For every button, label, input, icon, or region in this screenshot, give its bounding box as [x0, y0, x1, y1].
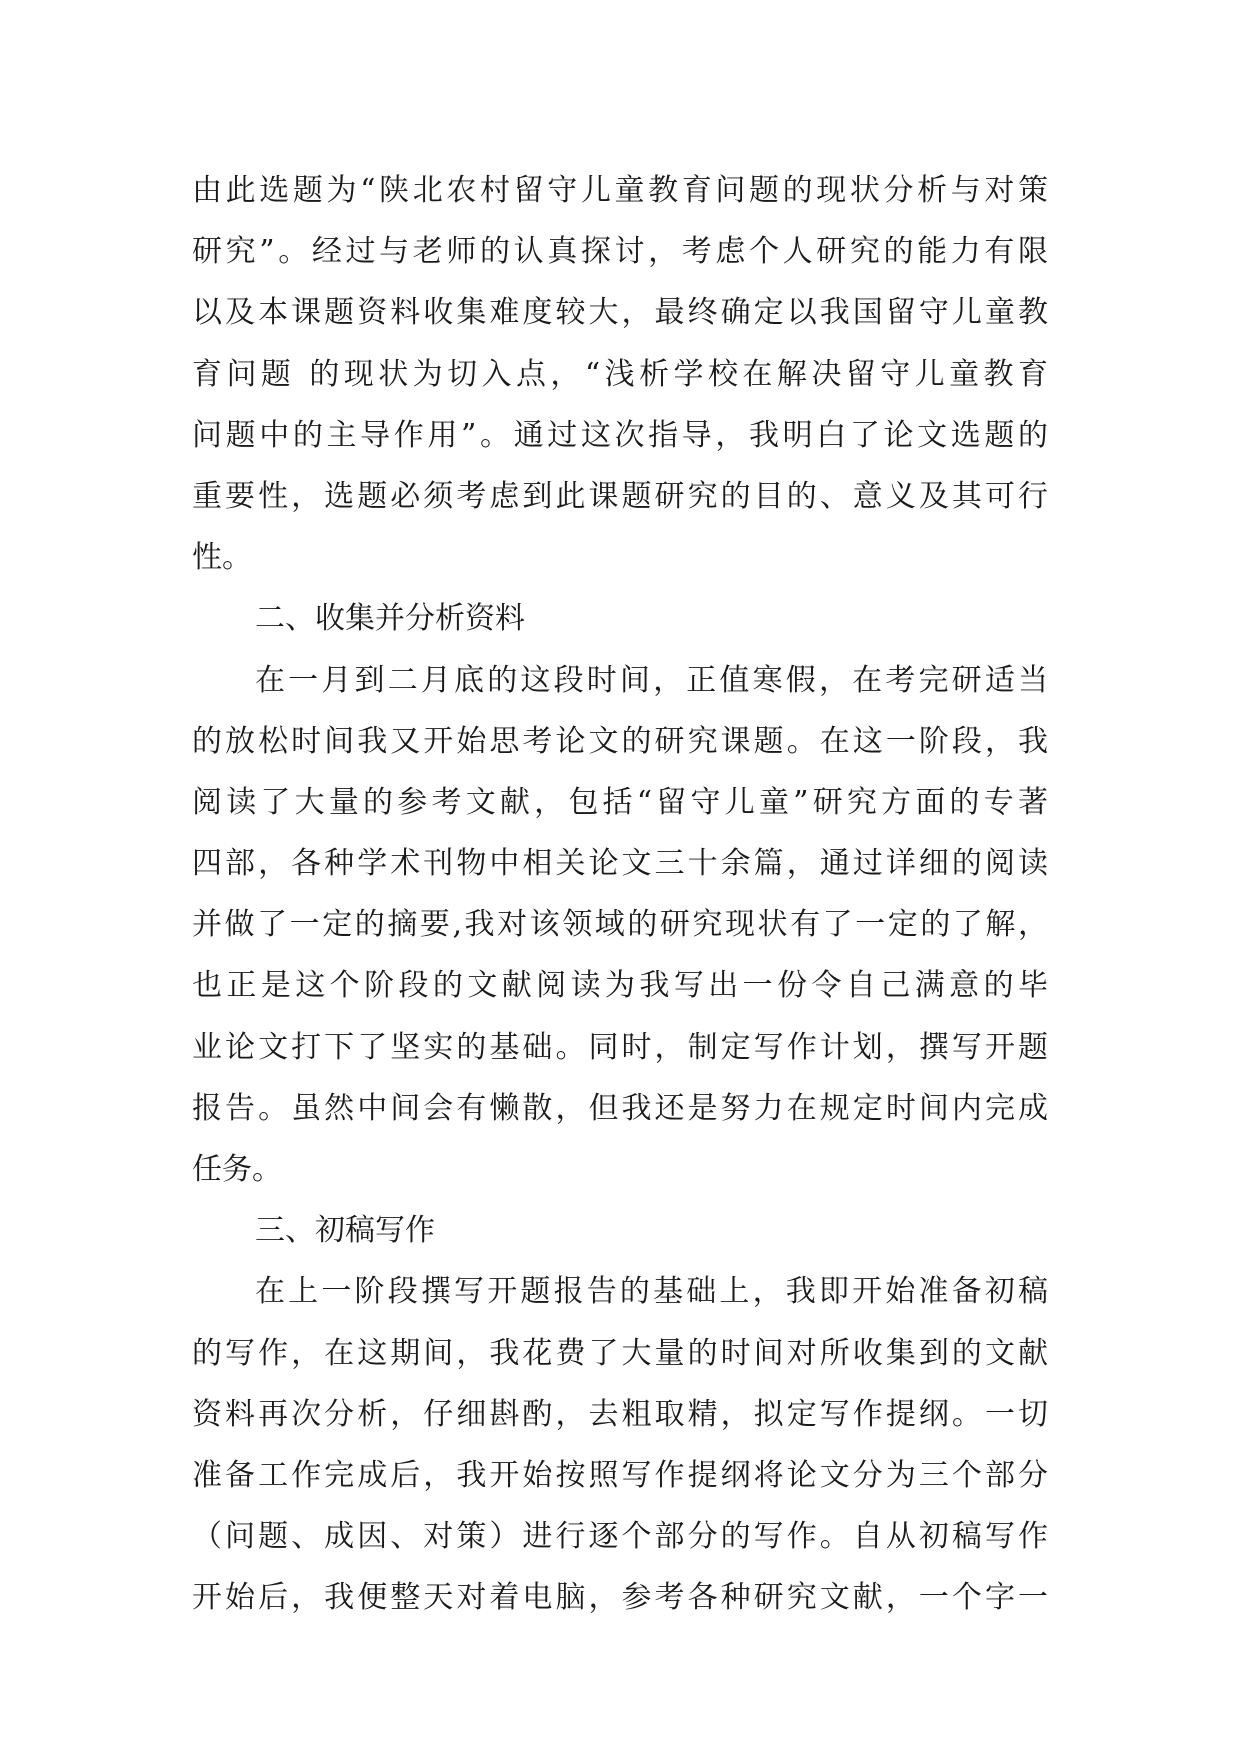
text-line: 开始后，我便整天对着电脑，参考各种研究文献，一个字一: [192, 1580, 1048, 1616]
document-body: [192, 160, 1048, 1629]
text-line: （问题、成因、对策）进行逐个部分的写作。自从初稿写作: [192, 1519, 1048, 1555]
text-line: 资料再次分析，仔细斟酌，去粗取精，拟定写作提纲。一切: [192, 1396, 1048, 1432]
text-line: 阅读了大量的参考文献，包括“留守儿童”研究方面的专著: [192, 784, 1048, 820]
text-line: 以及本课题资料收集难度较大，最终确定以我国留守儿童教: [192, 295, 1048, 331]
section-heading: 二、收集并分析资料: [255, 601, 525, 637]
text-line: 的放松时间我又开始思考论文的研究课题。在这一阶段，我: [192, 723, 1048, 759]
text-line: 四部，各种学术刊物中相关论文三十余篇，通过详细的阅读: [192, 846, 1048, 882]
text-line: 也正是这个阶段的文献阅读为我写出一份令自己满意的毕: [192, 968, 1048, 1004]
text-line: 任务。: [192, 1152, 282, 1187]
text-line: 在一月到二月底的这段时间，正值寒假，在考完研适当: [255, 662, 1048, 698]
text-line: 准备工作完成后，我开始按照写作提纲将论文分为三个部分: [192, 1457, 1048, 1493]
text-line: 由此选题为“陕北农村留守儿童教育问题的现状分析与对策: [192, 173, 1048, 208]
text-line: 性。: [192, 540, 252, 576]
text-line: 育问题 的现状为切入点，“浅析学校在解决留守儿童教育: [192, 356, 1048, 392]
text-line: 在上一阶段撰写开题报告的基础上，我即开始准备初稿: [255, 1274, 1048, 1310]
text-line: 业论文打下了坚实的基础。同时，制定写作计划，撰写开题: [192, 1029, 1048, 1065]
text-line: 问题中的主导作用”。通过这次指导，我明白了论文选题的: [192, 417, 1048, 453]
text-line: 的写作，在这期间，我花费了大量的时间对所收集到的文献: [192, 1335, 1048, 1371]
text-line: 报告。虽然中间会有懒散，但我还是努力在规定时间内完成: [192, 1090, 1048, 1126]
section-heading: 三、初稿写作: [255, 1213, 435, 1249]
text-line: 研究”。经过与老师的认真探讨，考虑个人研究的能力有限: [192, 234, 1048, 270]
text-line: 并做了一定的摘要,我对该领域的研究现状有了一定的了解，: [192, 907, 1048, 943]
text-line: 重要性，选题必须考虑到此课题研究的目的、意义及其可行: [192, 478, 1048, 514]
